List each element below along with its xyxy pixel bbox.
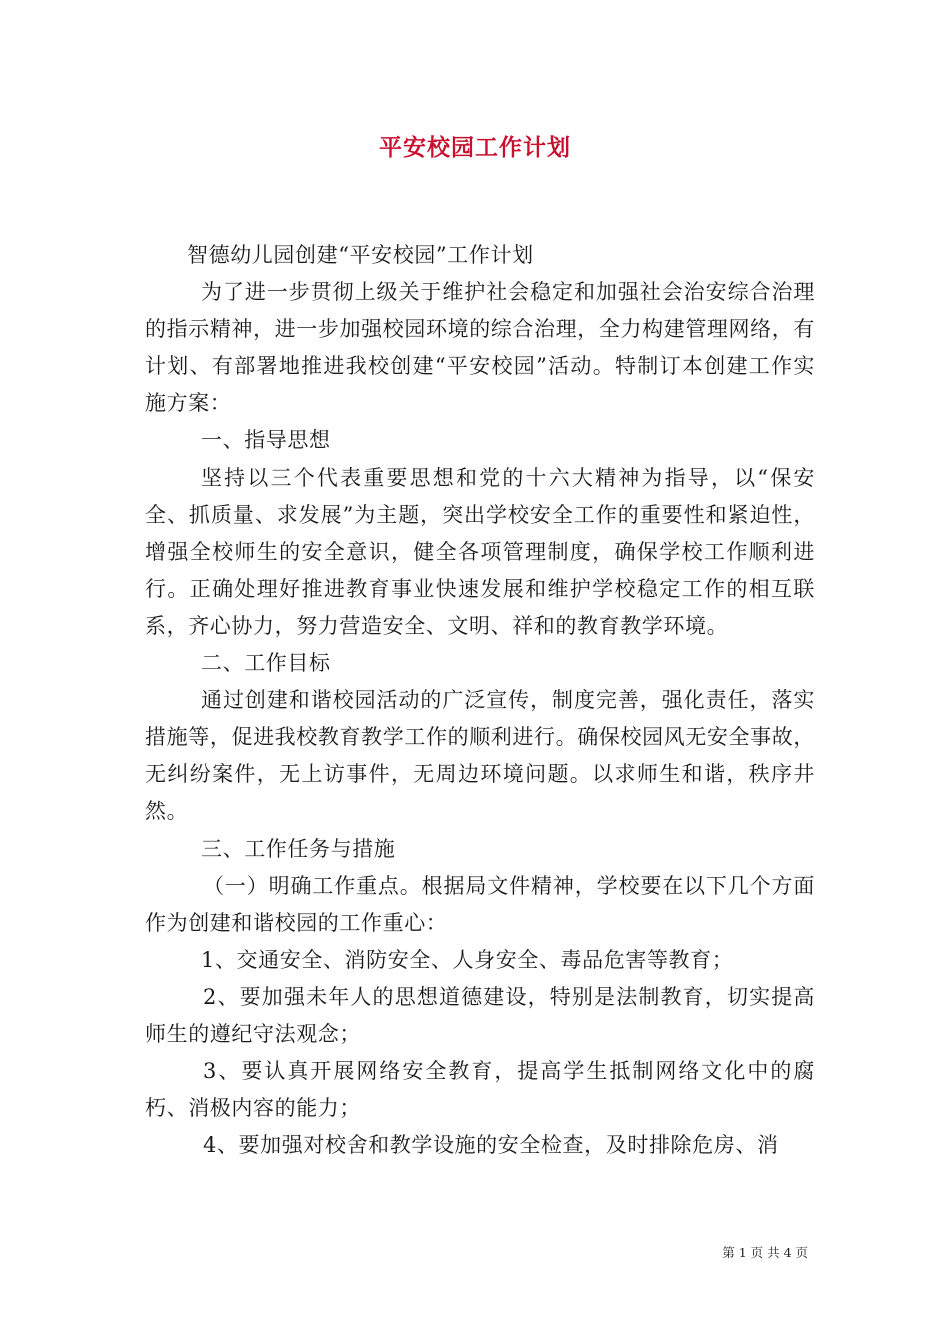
document-body (145, 237, 815, 1164)
paragraph-work-goal: 通过创建和谐校园活动的广泛宣传，制度完善，强化责任，落实措施等，促进我校教育教学工作的顺利进行。确保校园风无安全事故，无纠纷案件，无上访事件，无周边环境问题。以求师生和谐，秩序井然。 (145, 688, 815, 824)
list-item-1: 1、交通安全、消防安全、人身安全、毒品危害等教育； (201, 947, 734, 972)
section-heading-3: 三、工作任务与措施 (201, 836, 396, 861)
section-heading-2: 二、工作目标 (201, 651, 331, 676)
list-item-3: 3、要认真开展网络安全教育，提高学生抵制网络文化中的腐朽、消极内容的能力； (145, 1059, 815, 1121)
paragraph-guiding-thought: 坚持以三个代表重要思想和党的十六大精神为指导，以“保安全、抓质量、求发展”为主题，突出学校安全工作的重要性和紧迫性，增强全校师生的安全意识，健全各项管理制度，确保学校工作顺利进行。正确处理好推进教育事业快速发展和维护学校稳定工作的相互联系，齐心协力，努力营造安全、文明、祥和的教育教学环境。 (145, 465, 815, 638)
paragraph-intro: 为了进一步贯彻上级关于维护社会稳定和加强社会治安综合治理的指示精神，进一步加强校园环境的综合治理，全力构建管理网络，有计划、有部署地推进我校创建“平安校园”活动。特制订本创建工作实施方案： (145, 280, 815, 416)
page-number: 第 1 页 共 4 页 (722, 1245, 808, 1260)
section-heading-1: 一、指导思想 (201, 428, 331, 453)
paragraph-focus: （一）明确工作重点。根据局文件精神，学校要在以下几个方面作为创建和谐校园的工作重心： (145, 873, 815, 935)
document-title: 平安校园工作计划 (379, 134, 571, 161)
list-item-2: 2、要加强未年人的思想道德建设，特别是法制教育，切实提高师生的遵纪守法观念； (145, 984, 815, 1046)
document-subtitle: 智德幼儿园创建“平安校园”工作计划 (187, 243, 534, 267)
list-item-4: 4、要加强对校舍和教学设施的安全检查，及时排除危房、消 (203, 1133, 779, 1158)
